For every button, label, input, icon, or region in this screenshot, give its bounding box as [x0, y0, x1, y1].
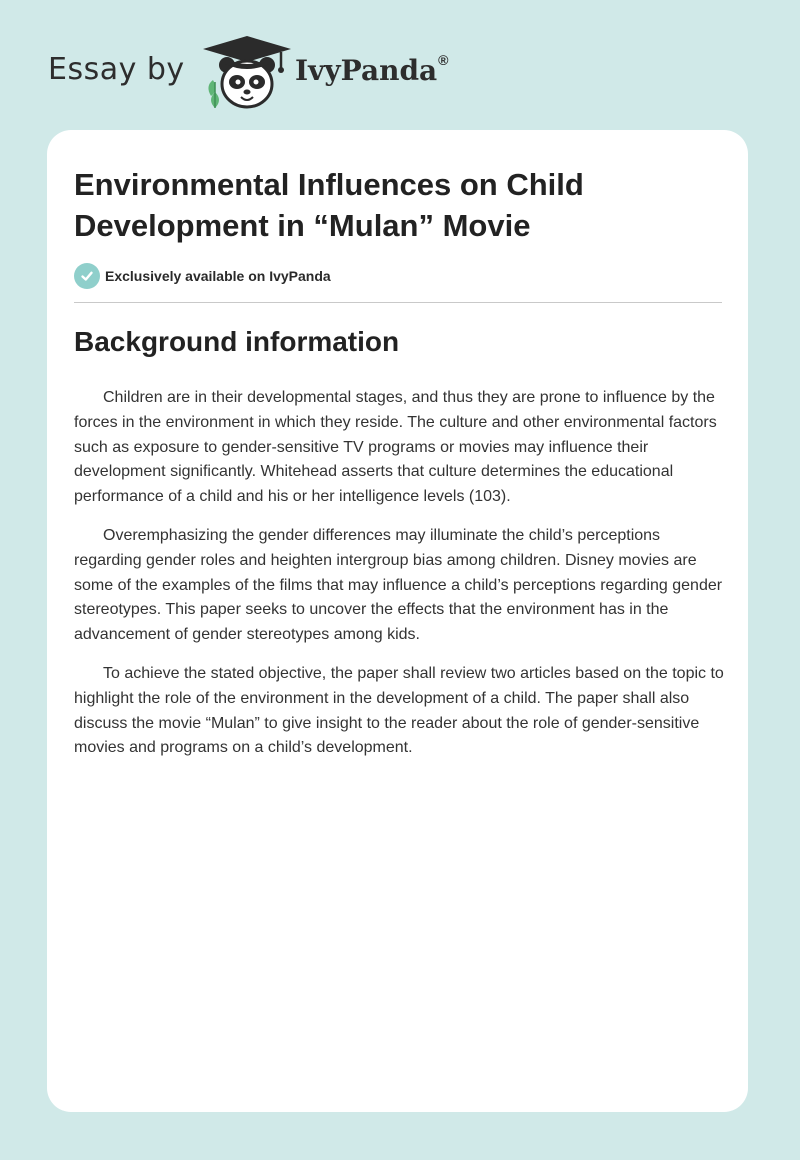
registered-mark: ® — [438, 52, 449, 68]
essay-title: Environmental Influences on Child Development in “Mulan” Movie — [74, 167, 584, 243]
paragraph: To achieve the stated objective, the paper shall review two articles based on the topic to highlight the role of the environment in the development of a child. The paper shall also discuss the movie “Mulan” to give insight to the reader about the role of gender-sensitive movies and programs on a child’s development. — [74, 664, 724, 757]
panda-graduate-icon[interactable] — [201, 34, 293, 110]
essay-body — [74, 386, 724, 775]
brand-name[interactable]: IvyPanda® — [295, 52, 449, 87]
section-heading: Background information — [74, 326, 400, 357]
brand-prefix: Essay by — [48, 52, 185, 87]
essay-card — [47, 130, 748, 1112]
check-circle-icon — [74, 263, 100, 289]
paragraph: Children are in their developmental stages, and thus they are prone to influence by the forces in the environment in which they reside. The culture and other environmental factors such as exposure to gender-sensitive TV programs or movies may influence their development significantly. Whitehead asserts that culture determines the educational performance of a child and his or her intelligence levels (103). — [74, 389, 717, 506]
divider — [74, 302, 722, 303]
paragraph: Overemphasizing the gender differences may illuminate the child’s perceptions regarding gender roles and heighten intergroup bias among children. Disney movies are some of the examples of the films that may influence a child’s perceptions regarding gender stereotypes. This paper seeks to uncover the effects that the environment has in the advancement of gender stereotypes among kids. — [74, 526, 723, 644]
exclusive-badge — [74, 263, 331, 289]
badge-text: Exclusively available on IvyPanda — [105, 268, 331, 284]
site-header — [48, 34, 548, 114]
